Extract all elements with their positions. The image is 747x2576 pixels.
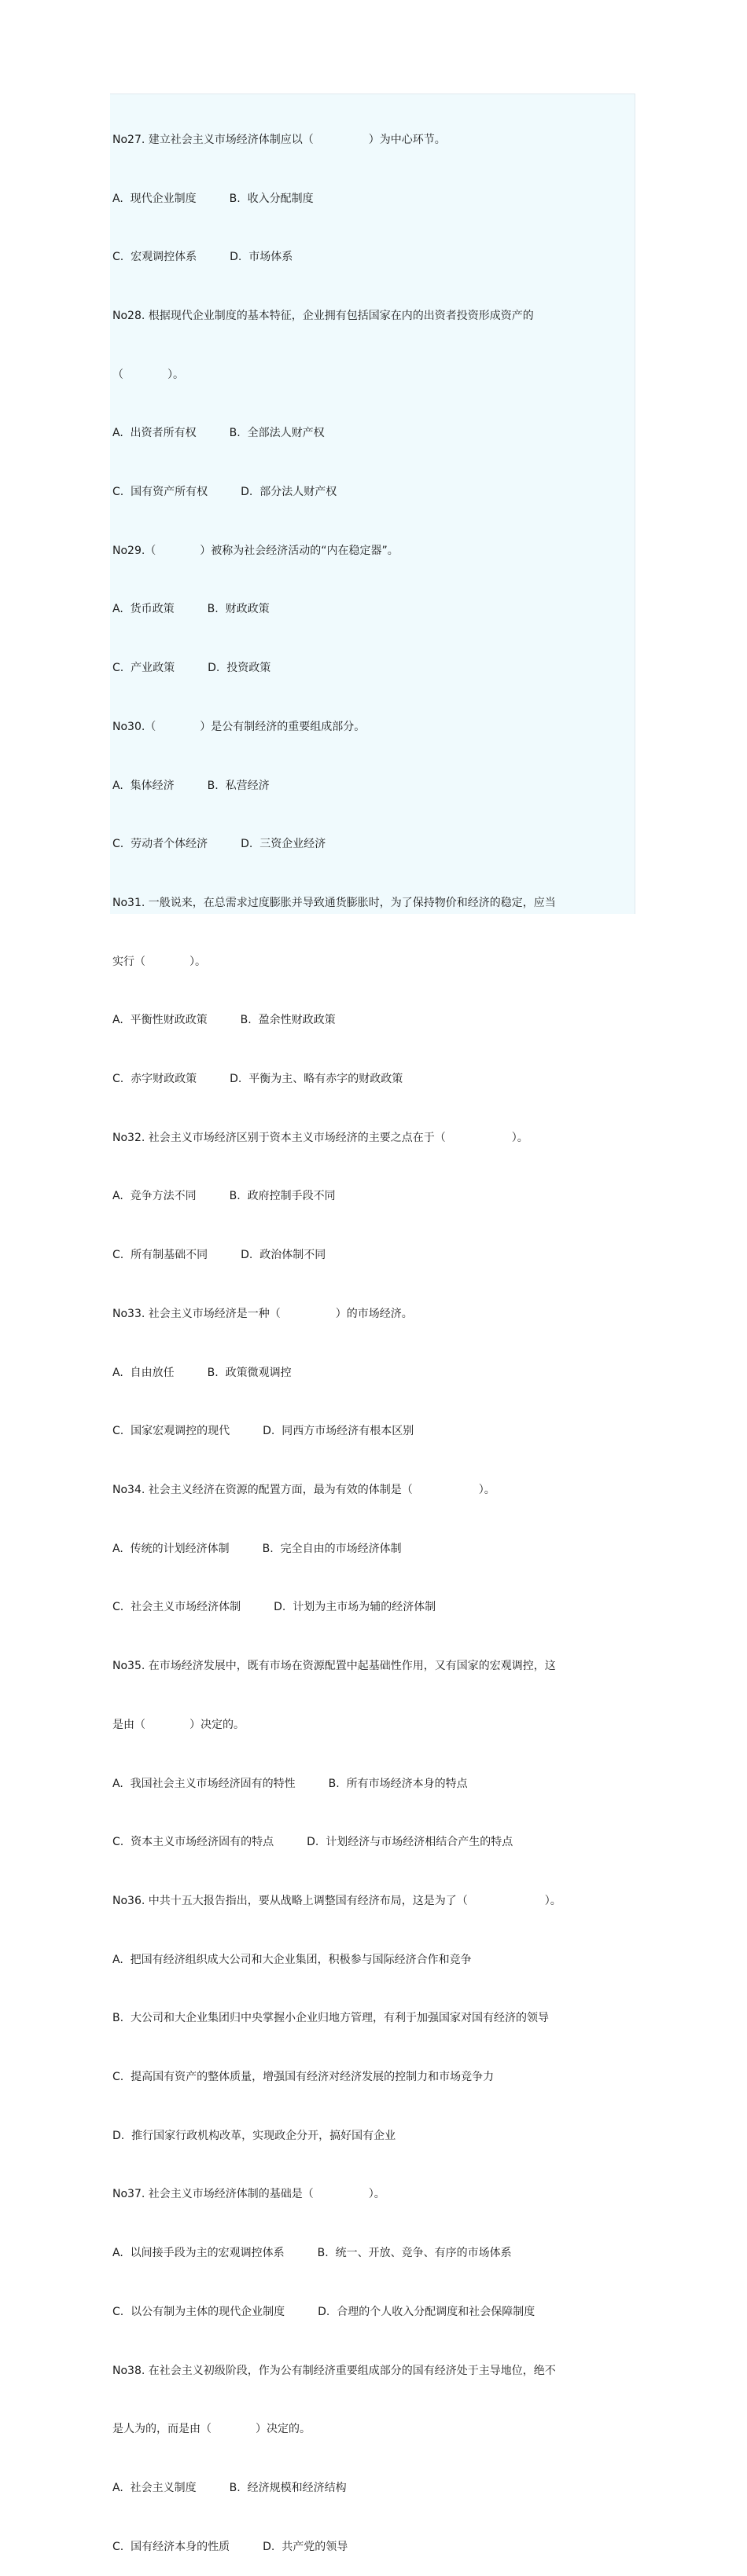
option-line: C. 提高国有资产的整体质量，增强国有经济对经济发展的控制力和市场竞争力 xyxy=(112,2071,495,2084)
question-line: No31. 一般说来，在总需求过度膨胀并导致通货膨胀时，为了保持物价和经济的稳定，应当 xyxy=(112,896,556,909)
option-line: C. 赤字财政政策 D. 平衡为主、略有赤字的财政政策 xyxy=(112,1073,403,1086)
option-line: C. 社会主义市场经济体制 D. 计划为主市场为辅的经济体制 xyxy=(112,1601,436,1614)
question-line: 是人为的，而是由（ ）决定的。 xyxy=(112,2423,311,2436)
question-line: （ ）。 xyxy=(112,368,184,381)
question-line: No32. 社会主义市场经济区别于资本主义市场经济的主要之点在于（ ）。 xyxy=(112,1131,528,1144)
option-line: A. 竞争方法不同 B. 政府控制手段不同 xyxy=(112,1190,336,1203)
option-line: A. 自由放任 B. 政策微观调控 xyxy=(112,1366,292,1379)
question-line: No38. 在社会主义初级阶段，作为公有制经济重要组成部分的国有经济处于主导地位，绝不 xyxy=(112,2364,556,2377)
question-line: No27. 建立社会主义市场经济体制应以（ ）为中心环节。 xyxy=(112,133,446,146)
option-line: D. 推行国家行政机构改革，实现政企分开，搞好国有企业 xyxy=(112,2129,396,2142)
question-line: No36. 中共十五大报告指出，要从战略上调整国有经济布局，这是为了（ ）。 xyxy=(112,1894,561,1907)
option-line: C. 国有经济本身的性质 D. 共产党的领导 xyxy=(112,2540,348,2553)
option-line: A. 货币政策 B. 财政政策 xyxy=(112,603,270,616)
option-line: C. 劳动者个体经济 D. 三资企业经济 xyxy=(112,838,326,851)
option-line: C. 资本主义市场经济固有的特点 D. 计划经济与市场经济相结合产生的特点 xyxy=(112,1836,513,1849)
option-line: C. 所有制基础不同 D. 政治体制不同 xyxy=(112,1249,326,1262)
question-line: 是由（ ）决定的。 xyxy=(112,1718,245,1731)
option-line: C. 产业政策 D. 投资政策 xyxy=(112,662,271,675)
option-line: B. 大公司和大企业集团归中央掌握小企业归地方管理，有利于加强国家对国有经济的领导 xyxy=(112,2012,549,2025)
question-line: No28. 根据现代企业制度的基本特征，企业拥有包括国家在内的出资者投资形成资产的 xyxy=(112,309,534,322)
question-line: No37. 社会主义市场经济体制的基础是（ ）。 xyxy=(112,2188,385,2201)
option-line: A. 传统的计划经济体制 B. 完全自由的市场经济体制 xyxy=(112,1542,402,1555)
question-text xyxy=(112,91,600,2576)
option-line: C. 国有资产所有权 D. 部分法人财产权 xyxy=(112,486,337,499)
question-line: No35. 在市场经济发展中，既有市场在资源配置中起基础性作用，又有国家的宏观调控，这 xyxy=(112,1660,556,1673)
option-line: A. 把国有经济组织成大公司和大企业集团，积极参与国际经济合作和竞争 xyxy=(112,1953,472,1966)
option-line: A. 以间接手段为主的宏观调控体系 B. 统一、开放、竞争、有序的市场体系 xyxy=(112,2247,512,2260)
option-line: C. 宏观调控体系 D. 市场体系 xyxy=(112,251,293,264)
option-line: C. 以公有制为主体的现代企业制度 D. 合理的个人收入分配调度和社会保障制度 xyxy=(112,2305,535,2318)
question-line: No29.（ ）被称为社会经济活动的“内在稳定器”。 xyxy=(112,544,399,557)
option-line: A. 现代企业制度 B. 收入分配制度 xyxy=(112,192,314,205)
question-line: 实行（ ）。 xyxy=(112,955,206,968)
option-line: A. 集体经济 B. 私营经济 xyxy=(112,779,270,792)
question-line: No30.（ ）是公有制经济的重要组成部分。 xyxy=(112,720,366,733)
option-line: A. 社会主义制度 B. 经济规模和经济结构 xyxy=(112,2481,347,2494)
option-line: A. 出资者所有权 B. 全部法人财产权 xyxy=(112,427,325,440)
question-line: No34. 社会主义经济在资源的配置方面，最为有效的体制是（ ）。 xyxy=(112,1483,495,1496)
option-line: C. 国家宏观调控的现代 D. 同西方市场经济有根本区别 xyxy=(112,1425,414,1438)
option-line: A. 我国社会主义市场经济固有的特性 B. 所有市场经济本身的特点 xyxy=(112,1777,468,1790)
question-line: No33. 社会主义市场经济是一种（ ）的市场经济。 xyxy=(112,1307,413,1320)
option-line: A. 平衡性财政政策 B. 盈余性财政政策 xyxy=(112,1014,336,1027)
